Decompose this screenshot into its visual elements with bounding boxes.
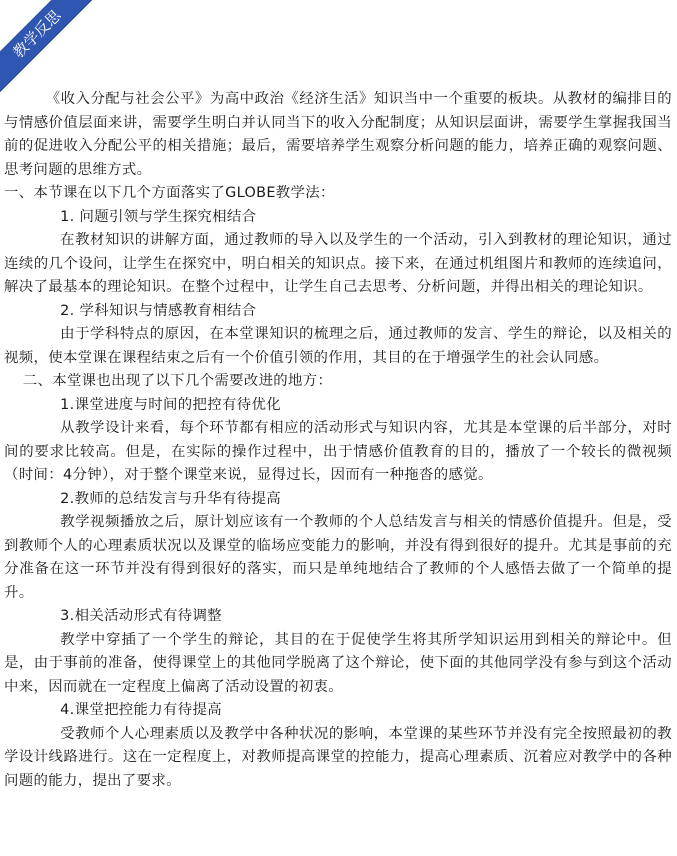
subheading-2-3: 3.相关活动形式有待调整 [60, 608, 222, 624]
body-paragraph-2-2: 教学视频播放之后，原计划应该有一个教师的个人总结发言与相关的情感价值提升。但是，受到教师个人的心理素质状况以及课堂的临场应变能力的影响，并没有得到很好的提升。尤其是事前的充分准备在这一环节并没有得到很好的落实，而只是单纯地结合了教师的个人感悟去做了一个简单的提升。 [4, 514, 672, 601]
subheading-1-1: 1. 问题引领与学生探究相结合 [60, 208, 257, 225]
section-heading-2: 二、本堂课也出现了以下几个需要改进的地方： [22, 373, 333, 389]
subheading-2-4: 4.课堂把控能力有待提高 [60, 702, 222, 718]
body-paragraph-1-2: 由于学科特点的原因，在本堂课知识的梳理之后，通过教师的发言、学生的辩论，以及相关的视频，使本堂课在课程结束之后有一个价值引领的作用，其目的在于增强学生的社会认同感。 [4, 326, 672, 366]
body-paragraph-2-3: 教学中穿插了一个学生的辩论，其目的在于促使学生将其所学知识运用到相关的辩论中。但是，由于事前的准备，使得课堂上的其他同学脱离了这个辩论，使下面的其他同学没有参与到这个活动中来，因而就在一定程度上偏离了活动设置的初衷。 [4, 631, 672, 695]
body-paragraph-1-1: 在教材知识的讲解方面，通过教师的导入以及学生的一个活动，引入到教材的理论知识，通过连续的几个设问，让学生在探究中，明白相关的知识点。接下来，在通过机组图片和教师的连续追问，解决了最基本的理论知识。在整个过程中，让学生自己去思考、分析问题，并得出相关的理论知识。 [4, 232, 672, 295]
corner-banner [0, 0, 92, 92]
body-paragraph-2-4: 受教师个人心理素质以及教学中各种状况的影响，本堂课的某些环节并没有完全按照最初的教学设计线路进行。这在一定程度上，对教师提高课堂的控能力，提高心理素质、沉着应对教学中的各种问题的能力，提出了要求。 [4, 725, 672, 789]
document-body [4, 88, 672, 793]
intro-paragraph: 《收入分配与社会公平》为高中政治《经济生活》知识当中一个重要的板块。从教材的编排目的与情感价值层面来讲，需要学生明白并认同当下的收入分配制度；从知识层面讲，需要学生掌握我国当前的促进收入分配公平的相关措施；最后，需要培养学生观察分析问题的能力，培养正确的观察问题、思考问题的思维方式。 [4, 91, 672, 178]
body-paragraph-2-1: 从教学设计来看，每个环节都有相应的活动形式与知识内容，尤其是本堂课的后半部分，对时间的要求比较高。但是，在实际的操作过程中，出于情感价值教育的目的，播放了一个较长的微视频（时间：4分钟），对于整个课堂来说，显得过长，因而有一种拖沓的感觉。 [4, 420, 672, 483]
subheading-2-1: 1.课堂进度与时间的把控有待优化 [60, 396, 281, 413]
subheading-2-2: 2.教师的总结发言与升华有待提高 [60, 490, 281, 507]
banner-label: 教学反思 [0, 0, 92, 92]
section-heading-1: 一、本节课在以下几个方面落实了GLOBE教学法： [4, 185, 335, 201]
subheading-1-2: 2. 学科知识与情感教育相结合 [60, 302, 257, 319]
